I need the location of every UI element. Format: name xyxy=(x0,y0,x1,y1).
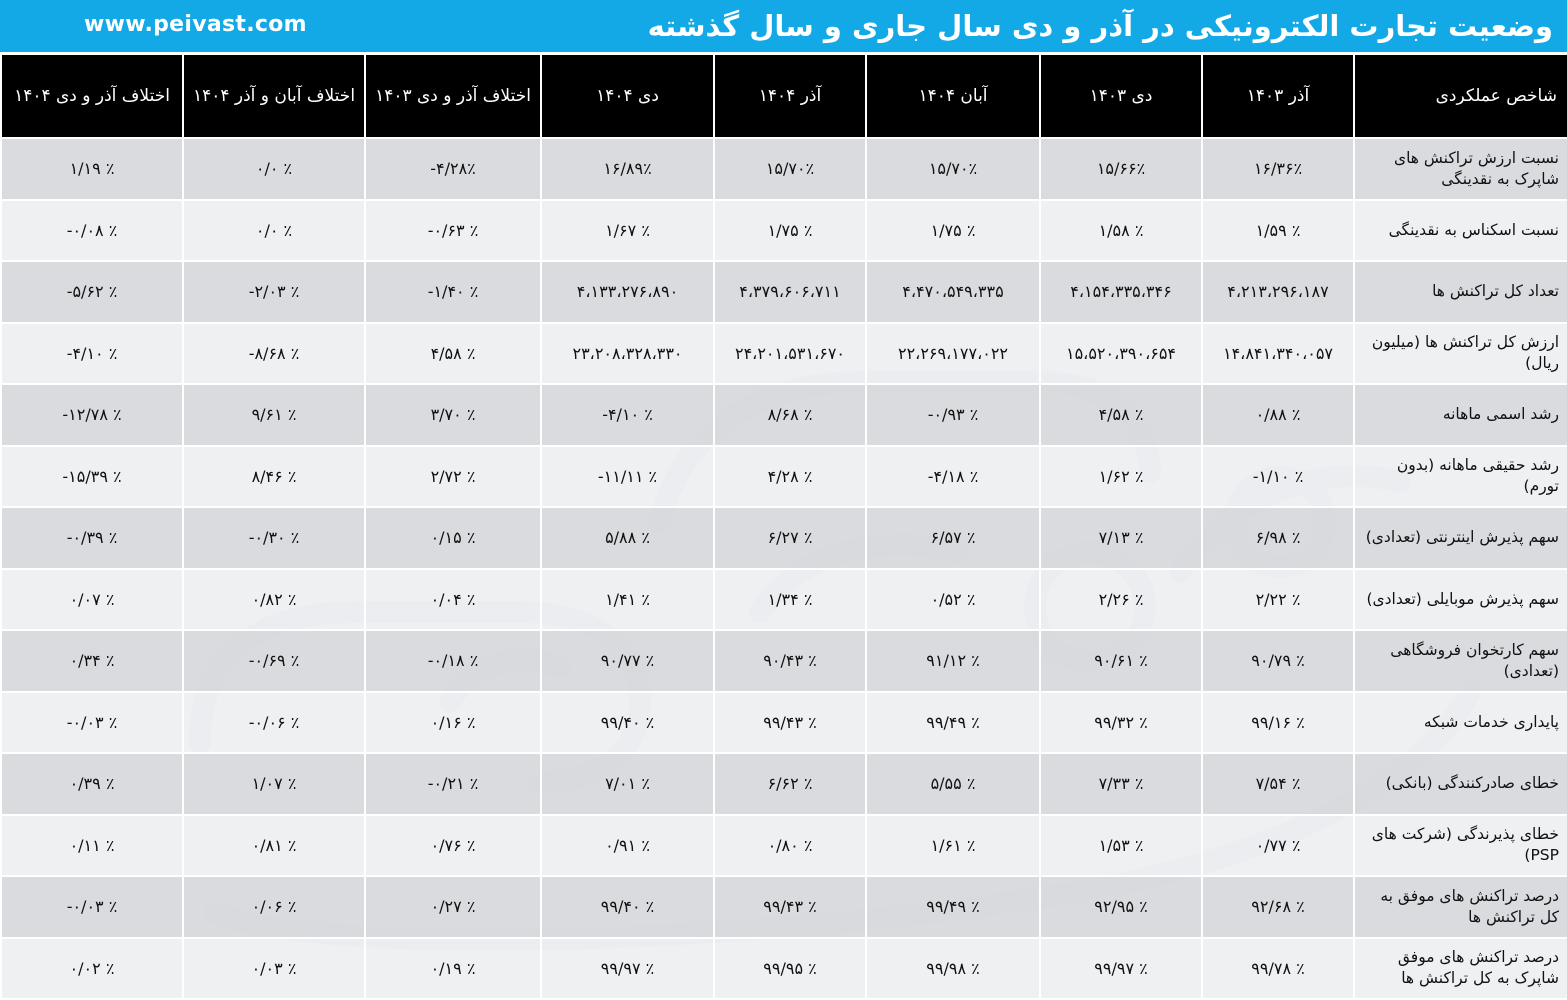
table-cell: ۹۹/۴۹ ٪ xyxy=(866,876,1040,938)
table-cell: ۹۹/۷۸ ٪ xyxy=(1202,938,1354,1000)
table-cell: -۰/۰۶ ٪ xyxy=(183,692,365,754)
table-cell: ۹۲/۹۵ ٪ xyxy=(1040,876,1202,938)
page-title: وضعیت تجارت الکترونیکی در آذر و دی سال جاری و سال گذشته xyxy=(647,9,1553,43)
row-label: سهم کارتخوان فروشگاهی (تعدادی) xyxy=(1354,630,1567,692)
table-cell: ۱/۳۴ ٪ xyxy=(714,569,866,631)
site-url[interactable]: www.peivast.com xyxy=(84,12,307,37)
row-label: خطای صادرکنندگی (بانکی) xyxy=(1354,753,1567,815)
table-cell: ۷/۱۳ ٪ xyxy=(1040,507,1202,569)
table-cell: ۹۱/۱۲ ٪ xyxy=(866,630,1040,692)
table-cell: -۲/۰۳ ٪ xyxy=(183,261,365,323)
table-cell: -۰/۶۳ ٪ xyxy=(365,200,541,262)
table-cell: ۴،۲۱۳،۲۹۶،۱۸۷ xyxy=(1202,261,1354,323)
table-cell: ۴/۲۸ ٪ xyxy=(714,446,866,508)
table-cell: ۹۰/۶۱ ٪ xyxy=(1040,630,1202,692)
table-body xyxy=(1,138,1567,999)
table-cell: ۹۹/۴۳ ٪ xyxy=(714,692,866,754)
row-label: خطای پذیرندگی (شرکت های PSP) xyxy=(1354,815,1567,877)
table-cell: ۲۳،۲۰۸،۳۲۸،۳۳۰ xyxy=(541,323,714,385)
table-header-row xyxy=(1,54,1567,138)
table-row xyxy=(1,692,1567,754)
table-cell: ۰/۱۱ ٪ xyxy=(1,815,183,877)
table-row xyxy=(1,446,1567,508)
table-cell: ۹۹/۴۰ ٪ xyxy=(541,876,714,938)
column-header: اختلاف آذر و دی ۱۴۰۳ xyxy=(365,54,541,138)
table-row xyxy=(1,200,1567,262)
row-label: پایداری خدمات شبکه xyxy=(1354,692,1567,754)
table-row xyxy=(1,938,1567,1000)
table-cell: ۸/۶۸ ٪ xyxy=(714,384,866,446)
table-cell: ۳/۷۰ ٪ xyxy=(365,384,541,446)
table-row xyxy=(1,507,1567,569)
row-label: سهم پذیرش موبایلی (تعدادی) xyxy=(1354,569,1567,631)
table-cell: ۹۹/۴۳ ٪ xyxy=(714,876,866,938)
table-cell: -۰/۳۹ ٪ xyxy=(1,507,183,569)
table-cell: ۰/۸۸ ٪ xyxy=(1202,384,1354,446)
table-cell: ۱۴،۸۴۱،۳۴۰،۰۵۷ xyxy=(1202,323,1354,385)
column-header: دی ۱۴۰۴ xyxy=(541,54,714,138)
table-cell: ۱/۱۹ ٪ xyxy=(1,138,183,200)
table-cell: -۴/۱۰ ٪ xyxy=(541,384,714,446)
table-row xyxy=(1,753,1567,815)
table-cell: ۶/۲۷ ٪ xyxy=(714,507,866,569)
table-cell: ۸/۴۶ ٪ xyxy=(183,446,365,508)
table-cell: ۱/۰۷ ٪ xyxy=(183,753,365,815)
column-header: اختلاف آذر و دی ۱۴۰۴ xyxy=(1,54,183,138)
table-cell: -۴/۱۰ ٪ xyxy=(1,323,183,385)
row-label: نسبت اسکناس به نقدینگی xyxy=(1354,200,1567,262)
table-cell: ۲۲،۲۶۹،۱۷۷،۰۲۲ xyxy=(866,323,1040,385)
table-cell: -۰/۱۸ ٪ xyxy=(365,630,541,692)
table-cell: ۰/۰۶ ٪ xyxy=(183,876,365,938)
table-cell: ۲/۲۶ ٪ xyxy=(1040,569,1202,631)
table-cell: ۰/۱۵ ٪ xyxy=(365,507,541,569)
row-label: سهم پذیرش اینترنتی (تعدادی) xyxy=(1354,507,1567,569)
table-cell: ۹۹/۴۰ ٪ xyxy=(541,692,714,754)
row-label: ارزش کل تراکنش ها (میلیون ریال) xyxy=(1354,323,1567,385)
row-label: تعداد کل تراکنش ها xyxy=(1354,261,1567,323)
table-cell: ۰/۵۲ ٪ xyxy=(866,569,1040,631)
table-cell: ۰/۸۰ ٪ xyxy=(714,815,866,877)
table-cell: ۰/۹۱ ٪ xyxy=(541,815,714,877)
title-banner xyxy=(0,0,1567,52)
table-cell: -۰/۳۰ ٪ xyxy=(183,507,365,569)
table-row xyxy=(1,384,1567,446)
table-cell: ۰/۰ ٪ xyxy=(183,138,365,200)
table-row xyxy=(1,138,1567,200)
row-label: رشد حقیقی ماهانه (بدون تورم) xyxy=(1354,446,1567,508)
table-cell: -۴/۱۸ ٪ xyxy=(866,446,1040,508)
table-cell: ۱۶/۳۶٪ xyxy=(1202,138,1354,200)
table-cell: ۹۹/۹۸ ٪ xyxy=(866,938,1040,1000)
column-header: آذر ۱۴۰۳ xyxy=(1202,54,1354,138)
table-cell: ۰/۳۴ ٪ xyxy=(1,630,183,692)
table-cell: ۶/۵۷ ٪ xyxy=(866,507,1040,569)
table-cell: -۸/۶۸ ٪ xyxy=(183,323,365,385)
table-cell: ۵/۵۵ ٪ xyxy=(866,753,1040,815)
table-cell: ۹۹/۱۶ ٪ xyxy=(1202,692,1354,754)
table-cell: ۰/۷۷ ٪ xyxy=(1202,815,1354,877)
table-cell: ۰/۰۴ ٪ xyxy=(365,569,541,631)
table-cell: -۱۱/۱۱ ٪ xyxy=(541,446,714,508)
table-cell: -۱/۱۰ ٪ xyxy=(1202,446,1354,508)
table-cell: -۵/۶۲ ٪ xyxy=(1,261,183,323)
table-cell: ۵/۸۸ ٪ xyxy=(541,507,714,569)
table-cell: ۱/۶۲ ٪ xyxy=(1040,446,1202,508)
table-cell: ۲۴،۲۰۱،۵۳۱،۶۷۰ xyxy=(714,323,866,385)
table-cell: ۱/۶۷ ٪ xyxy=(541,200,714,262)
table-cell: ۱/۷۵ ٪ xyxy=(866,200,1040,262)
table-row xyxy=(1,569,1567,631)
row-label: رشد اسمی ماهانه xyxy=(1354,384,1567,446)
table-cell: -۴/۲۸٪ xyxy=(365,138,541,200)
row-label: درصد تراکنش های موفق به کل تراکنش ها xyxy=(1354,876,1567,938)
table-cell: ۹۹/۹۷ ٪ xyxy=(1040,938,1202,1000)
table-cell: ۰/۱۹ ٪ xyxy=(365,938,541,1000)
table-cell: ۱۵/۶۶٪ xyxy=(1040,138,1202,200)
table-cell: ۹۹/۹۵ ٪ xyxy=(714,938,866,1000)
table-cell: ۲/۷۲ ٪ xyxy=(365,446,541,508)
table-cell: -۰/۶۹ ٪ xyxy=(183,630,365,692)
table-cell: ۱/۷۵ ٪ xyxy=(714,200,866,262)
table-cell: ۴،۱۵۴،۳۳۵،۳۴۶ xyxy=(1040,261,1202,323)
table-cell: -۱۲/۷۸ ٪ xyxy=(1,384,183,446)
table-cell: -۰/۰۳ ٪ xyxy=(1,692,183,754)
table-cell: ۱/۶۱ ٪ xyxy=(866,815,1040,877)
table-cell: ۷/۵۴ ٪ xyxy=(1202,753,1354,815)
table-cell: ۷/۰۱ ٪ xyxy=(541,753,714,815)
table-cell: ۰/۷۶ ٪ xyxy=(365,815,541,877)
table-row xyxy=(1,323,1567,385)
table-cell: ۱/۵۸ ٪ xyxy=(1040,200,1202,262)
column-header: دی ۱۴۰۳ xyxy=(1040,54,1202,138)
table-cell: -۱۵/۳۹ ٪ xyxy=(1,446,183,508)
table-cell: -۱/۴۰ ٪ xyxy=(365,261,541,323)
table-cell: ۹۹/۳۲ ٪ xyxy=(1040,692,1202,754)
table-cell: ۹۲/۶۸ ٪ xyxy=(1202,876,1354,938)
table-cell: -۰/۰۸ ٪ xyxy=(1,200,183,262)
column-header-indicator: شاخص عملکردی xyxy=(1354,54,1567,138)
table-row xyxy=(1,876,1567,938)
table-cell: ۰/۰۳ ٪ xyxy=(183,938,365,1000)
table-cell: ۹۹/۴۹ ٪ xyxy=(866,692,1040,754)
table-cell: ۰/۸۲ ٪ xyxy=(183,569,365,631)
table-cell: ۱/۵۹ ٪ xyxy=(1202,200,1354,262)
table-cell: ۰/۲۷ ٪ xyxy=(365,876,541,938)
table-row xyxy=(1,815,1567,877)
table-cell: ۰/۸۱ ٪ xyxy=(183,815,365,877)
table-cell: ۱۶/۸۹٪ xyxy=(541,138,714,200)
table-cell: ۴/۵۸ ٪ xyxy=(365,323,541,385)
row-label: نسبت ارزش تراکنش های شاپرک به نقدینگی xyxy=(1354,138,1567,200)
table-cell: ۰/۰۲ ٪ xyxy=(1,938,183,1000)
table-cell: ۱۵/۷۰٪ xyxy=(714,138,866,200)
table-cell: -۰/۲۱ ٪ xyxy=(365,753,541,815)
table-cell: ۹/۶۱ ٪ xyxy=(183,384,365,446)
table-cell: ۰/۳۹ ٪ xyxy=(1,753,183,815)
table-cell: ۲/۲۲ ٪ xyxy=(1202,569,1354,631)
table-cell: ۴،۴۷۰،۵۴۹،۳۳۵ xyxy=(866,261,1040,323)
table-cell: ۱۵/۷۰٪ xyxy=(866,138,1040,200)
table-cell: -۰/۰۳ ٪ xyxy=(1,876,183,938)
table-cell: ۰/۰ ٪ xyxy=(183,200,365,262)
table-cell: ۴،۳۷۹،۶۰۶،۷۱۱ xyxy=(714,261,866,323)
table-cell: ۹۹/۹۷ ٪ xyxy=(541,938,714,1000)
column-header: آبان ۱۴۰۴ xyxy=(866,54,1040,138)
table-cell: ۰/۱۶ ٪ xyxy=(365,692,541,754)
table-cell: ۱/۴۱ ٪ xyxy=(541,569,714,631)
table-row xyxy=(1,261,1567,323)
ecommerce-table xyxy=(0,53,1567,1000)
row-label: درصد تراکنش های موفق شاپرک به کل تراکنش ها xyxy=(1354,938,1567,1000)
table-cell: -۰/۹۳ ٪ xyxy=(866,384,1040,446)
table-cell: ۱۵،۵۲۰،۳۹۰،۶۵۴ xyxy=(1040,323,1202,385)
table-cell: ۶/۹۸ ٪ xyxy=(1202,507,1354,569)
table-row xyxy=(1,630,1567,692)
column-header: آذر ۱۴۰۴ xyxy=(714,54,866,138)
table-cell: ۹۰/۷۷ ٪ xyxy=(541,630,714,692)
table-cell: ۴/۵۸ ٪ xyxy=(1040,384,1202,446)
table-cell: ۱/۵۳ ٪ xyxy=(1040,815,1202,877)
table-cell: ۴،۱۳۳،۲۷۶،۸۹۰ xyxy=(541,261,714,323)
table-cell: ۷/۳۳ ٪ xyxy=(1040,753,1202,815)
table-cell: ۶/۶۲ ٪ xyxy=(714,753,866,815)
table-cell: ۹۰/۴۳ ٪ xyxy=(714,630,866,692)
table-cell: ۹۰/۷۹ ٪ xyxy=(1202,630,1354,692)
table-cell: ۰/۰۷ ٪ xyxy=(1,569,183,631)
column-header: اختلاف آبان و آذر ۱۴۰۴ xyxy=(183,54,365,138)
